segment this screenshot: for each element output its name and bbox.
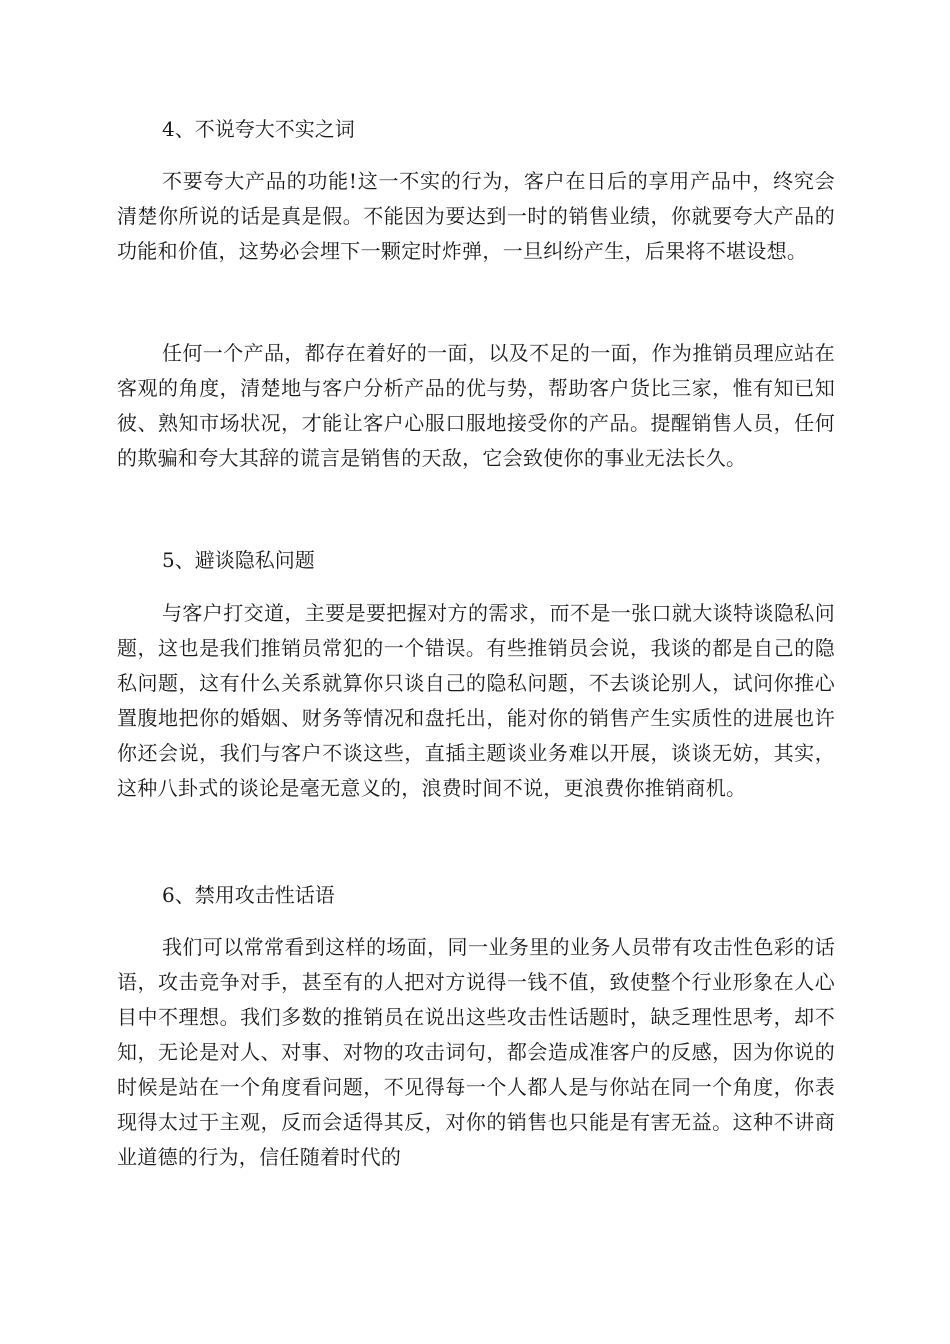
section-heading: 4、不说夸大不实之词 — [162, 117, 355, 141]
section-heading: 5、避谈隐私问题 — [162, 548, 315, 572]
section-heading: 6、禁用攻击性话语 — [162, 883, 335, 907]
body-paragraph: 我们可以常常看到这样的场面，同一业务里的业务人员带有攻击性色彩的话语，攻击竞争对手，甚至有的人把对方说得一钱不值，致使整个行业形象在人心目中不理想。我们多数的推销员在说出这些攻击性话题时，缺乏理性思考，却不知，无论是对人、对事、对物的攻击词句，都会造成准客户的反感，因为你说的时候是站在一个角度看问题，不见得每一个人都人是与你站在同一个角度，你表现得太过于主观，反而会适得其反，对你的销售也只能是有害无益。这种不讲商业道德的行为，信任随着时代的 — [117, 935, 835, 1169]
body-paragraph: 与客户打交道，主要是要把握对方的需求，而不是一张口就大谈特谈隐私问题，这也是我们推销员常犯的一个错误。有些推销员会说，我谈的都是自己的隐私问题，这有什么关系就算你只谈自己的隐私问题，不去谈论别人，试问你推心置腹地把你的婚姻、财务等情况和盘托出，能对你的销售产生实质性的进展也许你还会说，我们与客户不谈这些，直插主题谈业务难以开展，谈谈无妨，其实，这种八卦式的谈论是毫无意义的，浪费时间不说，更浪费你推销商机。 — [117, 601, 835, 800]
body-paragraph: 任何一个产品，都存在着好的一面，以及不足的一面，作为推销员理应站在客观的角度，清楚地与客户分析产品的优与势，帮助客户货比三家，惟有知已知彼、熟知市场状况，才能让客户心服口服地接受你的产品。提醒销售人员，任何的欺骗和夸大其辞的谎言是销售的天敌，它会致使你的事业无法长久。 — [117, 341, 835, 470]
body-paragraph: 不要夸大产品的功能!这一不实的行为，客户在日后的享用产品中，终究会清楚你所说的话是真是假。不能因为要达到一时的销售业绩，你就要夸大产品的功能和价值，这势必会埋下一颗定时炸弹，一旦纠纷产生，后果将不堪设想。 — [117, 169, 835, 263]
